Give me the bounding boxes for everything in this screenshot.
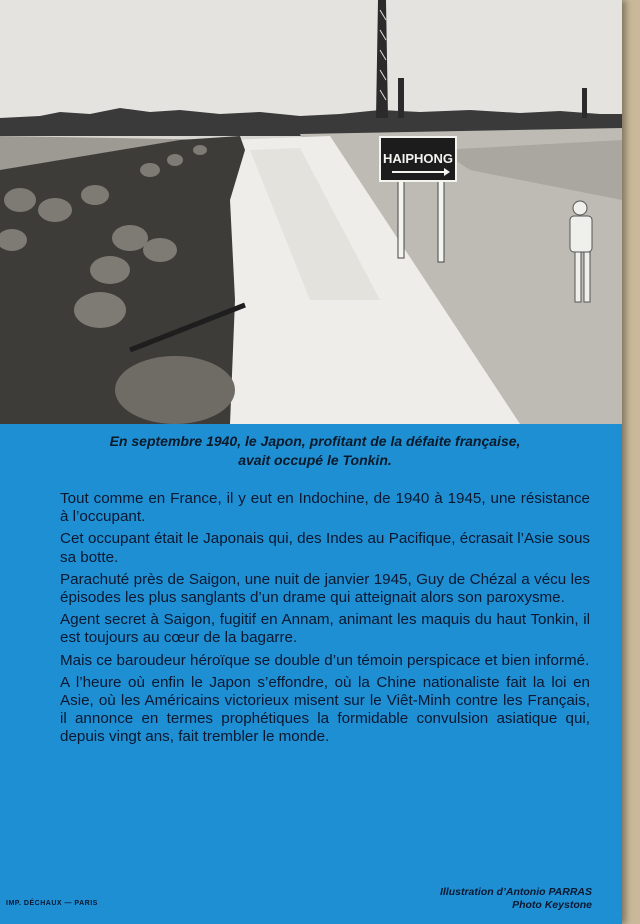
paragraph: A l’heure où enfin le Japon s’effondre, où la Chine nationaliste fait la loi en Asie, où les Américains victorieux misent sur le Viêt-Minh contre les Français, il annonce en termes prophétiques la formidable convulsion asiatique qui, depuis vingt ans, fait trembler le monde. xyxy=(60,673,590,746)
blurb-text xyxy=(60,490,590,751)
haiphong-sign: HAIPHONG xyxy=(382,151,454,166)
photo-credit: Photo Keystone xyxy=(512,899,592,911)
credits xyxy=(440,886,592,912)
photo-caption xyxy=(20,432,610,470)
cover-photo xyxy=(0,0,622,424)
printer-imprint: IMP. DÉCHAUX — PARIS xyxy=(6,900,98,907)
illustration-credit: Illustration d’Antonio PARRAS xyxy=(439,886,592,898)
paragraph: Parachuté près de Saigon, une nuit de janvier 1945, Guy de Chézal a vécu les épisodes les plus sanglants d’un drame qui atteignait alors son paroxysme. xyxy=(60,570,590,607)
paragraph: Mais ce baroudeur héroïque se double d’un témoin perspicace et bien informé. xyxy=(60,651,590,669)
paragraph: Agent secret à Saigon, fugitif en Annam, animant les maquis du haut Tonkin, il est toujours au cœur de la bagarre. xyxy=(60,611,590,647)
paragraph: Cet occupant était le Japonais qui, des Indes au Pacifique, écrasait l’Asie sous sa botte. xyxy=(60,530,590,566)
photo-illustration xyxy=(0,0,622,424)
caption-line-2: avait occupé le Tonkin. xyxy=(238,452,392,468)
paragraph: Tout comme en France, il y eut en Indochine, de 1940 à 1945, une résistance à l’occupant. xyxy=(60,490,590,526)
caption-line-1: En septembre 1940, le Japon, profitant de la défaite française, xyxy=(109,433,521,449)
